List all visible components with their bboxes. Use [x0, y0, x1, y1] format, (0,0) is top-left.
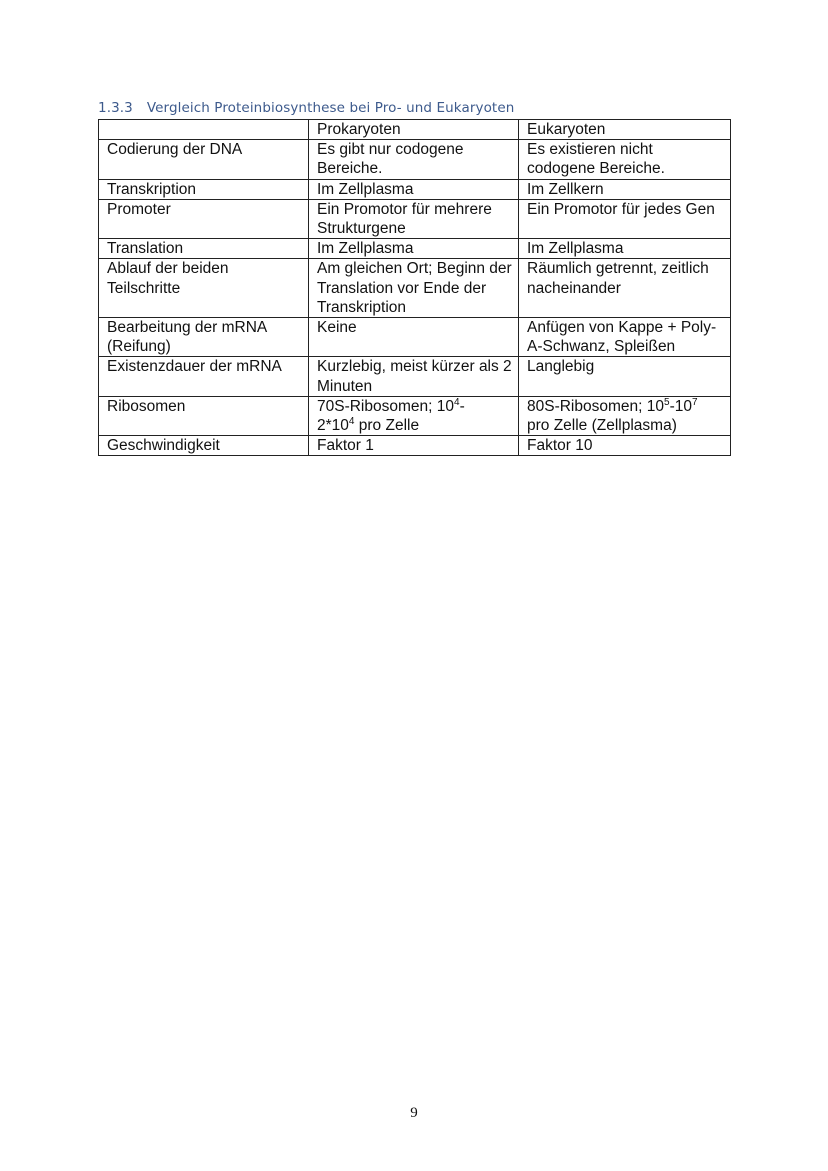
cell-prokaryoten: Kurzlebig, meist kürzer als 2 Minuten — [309, 357, 519, 396]
row-label: Promoter — [99, 199, 309, 238]
ribo-pro-exp2: 4 — [348, 416, 355, 428]
row-label: Transkription — [99, 179, 309, 199]
ribo-euk-text-b: -10 — [669, 397, 692, 415]
cell-prokaryoten: Faktor 1 — [309, 436, 519, 456]
cell-prokaryoten: Es gibt nur codogene Bereiche. — [309, 140, 519, 179]
row-label: Geschwindigkeit — [99, 436, 309, 456]
cell-eukaryoten — [519, 396, 731, 435]
cell-eukaryoten: Anfügen von Kappe + Poly-A-Schwanz, Spleißen — [519, 318, 731, 357]
section-heading — [98, 100, 514, 116]
ribo-pro-text-c: 2*10 — [317, 417, 349, 435]
row-label: Translation — [99, 239, 309, 259]
cell-eukaryoten: Räumlich getrennt, zeitlich nacheinander — [519, 259, 731, 318]
cell-prokaryoten: Im Zellplasma — [309, 239, 519, 259]
table-row — [99, 318, 731, 357]
cell-eukaryoten: Im Zellplasma — [519, 239, 731, 259]
cell-prokaryoten — [309, 396, 519, 435]
table-row — [99, 239, 731, 259]
row-label: Codierung der DNA — [99, 140, 309, 179]
comparison-table — [98, 119, 731, 456]
ribo-euk-exp2: 7 — [691, 396, 698, 408]
ribo-pro-text-b: - — [459, 397, 465, 415]
cell-eukaryoten: Faktor 10 — [519, 436, 731, 456]
section-title: Vergleich Proteinbiosynthese bei Pro- und Eukaryoten — [146, 100, 515, 116]
header-cell-eukaryoten: Eukaryoten — [519, 120, 731, 140]
table-row — [99, 199, 731, 238]
cell-eukaryoten: Langlebig — [519, 357, 731, 396]
table-header-row — [99, 120, 731, 140]
ribo-euk-text-a: 80S-Ribosomen; 10 — [527, 397, 664, 415]
table-row — [99, 179, 731, 199]
table-row — [99, 259, 731, 318]
ribo-euk-exp1: 5 — [664, 396, 670, 408]
ribo-euk-text-c: pro Zelle (Zellplasma) — [527, 417, 677, 435]
table-row — [99, 357, 731, 396]
cell-prokaryoten: Am gleichen Ort; Beginn der Translation vor Ende der Transkription — [309, 259, 519, 318]
row-label: Bearbeitung der mRNA (Reifung) — [99, 318, 309, 357]
row-label: Ribosomen — [99, 396, 309, 435]
ribo-pro-text-a: 70S-Ribosomen; 10 — [317, 397, 454, 415]
table-row — [99, 396, 731, 435]
section-number: 1.3.3 — [98, 100, 133, 116]
page-number: 9 — [410, 1105, 418, 1121]
row-label: Existenzdauer der mRNA — [99, 357, 309, 396]
row-label: Ablauf der beiden Teilschritte — [99, 259, 309, 318]
table-row — [99, 140, 731, 179]
cell-eukaryoten: Ein Promotor für jedes Gen — [519, 199, 731, 238]
ribo-pro-text-d: pro Zelle — [354, 417, 420, 435]
table-row — [99, 436, 731, 456]
header-cell-prokaryoten: Prokaryoten — [309, 120, 519, 140]
cell-prokaryoten: Keine — [309, 318, 519, 357]
ribo-pro-exp1: 4 — [454, 396, 460, 408]
cell-prokaryoten: Im Zellplasma — [309, 179, 519, 199]
cell-prokaryoten: Ein Promotor für mehrere Strukturgene — [309, 199, 519, 238]
cell-eukaryoten: Es existieren nicht codogene Bereiche. — [519, 140, 731, 179]
cell-eukaryoten: Im Zellkern — [519, 179, 731, 199]
header-cell-empty — [99, 120, 309, 140]
